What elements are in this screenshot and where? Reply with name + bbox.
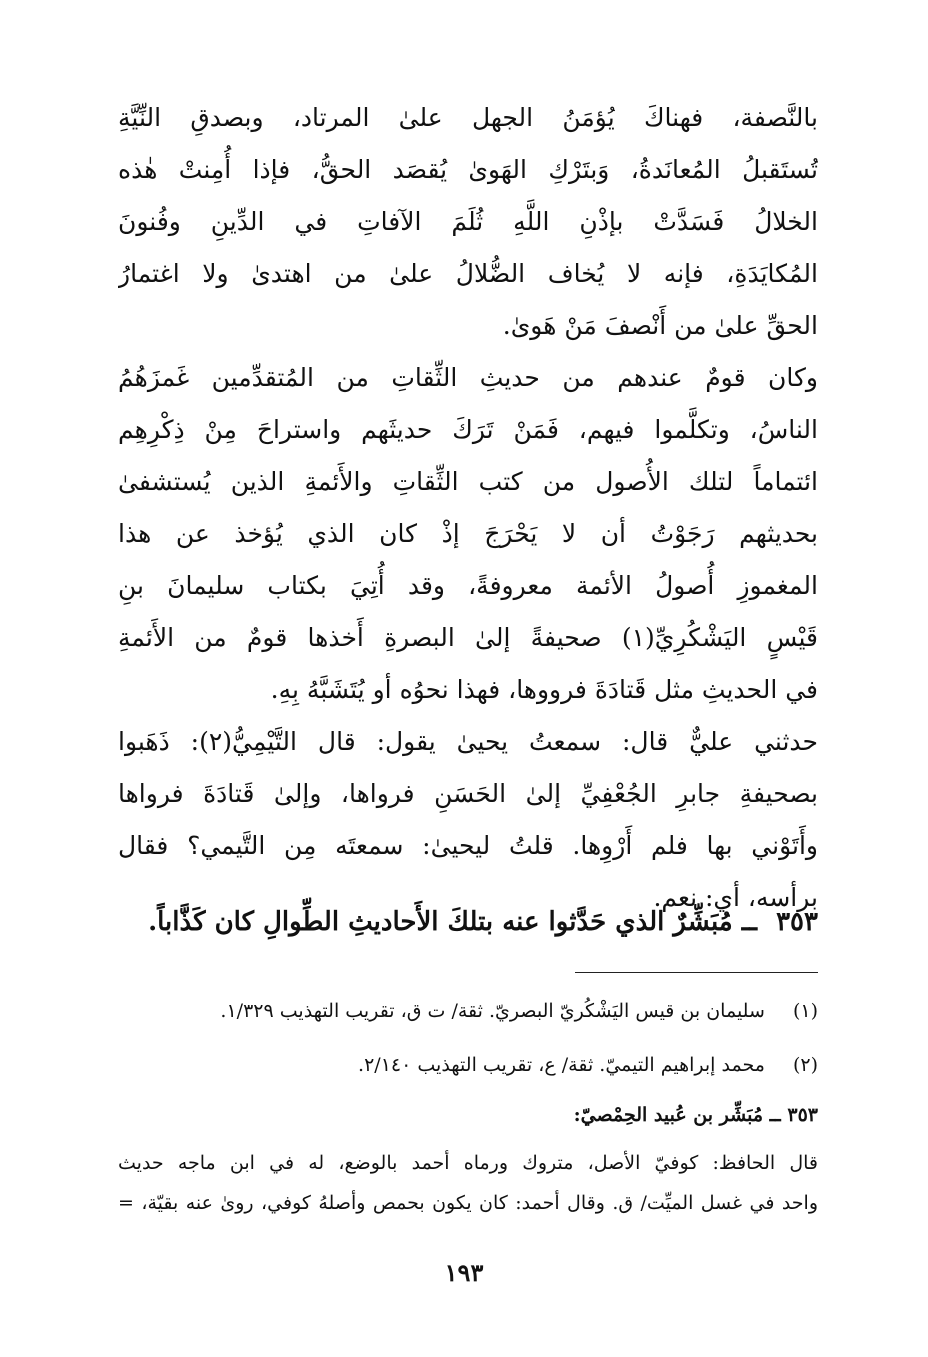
text-line: في الحديثِ مثل قَتادَةَ فرووها، فهذا نحوُه أو يُتَشَبَّهُ بِهِ. [270, 675, 818, 704]
footnote-number: (١) [792, 1000, 818, 1022]
text-line: بالنَّصفة، فهناكَ يُؤمَنُ الجهل علىٰ المرتاد، وبصدقِ النِّيَّةِ [118, 103, 818, 132]
text-line: المُكايَدَةِ، فإنه لا يُخاف الضُّلالُ علىٰ من اهتدىٰ ولا اغتمارُ [118, 259, 818, 288]
text-line: ائتماماً لتلك الأُصول من كتب الثِّقاتِ والأَئمةِ الذين يُستشفىٰ [118, 467, 818, 496]
text-line: بحديثهم رَجَوْتُ أن لا يَحْرَجَ إذْ كان الذي يُؤخذ عن هذا [118, 519, 818, 548]
text-line: الحقِّ علىٰ من أَنْصفَ مَنْ هَوىٰ. [502, 311, 818, 340]
main-text [118, 92, 818, 924]
footnote-1 [118, 996, 818, 1026]
footnote-number: (٢) [792, 1054, 818, 1076]
footnote-2 [118, 1050, 818, 1080]
footnote-entry-line: قال الحافظ: كوفيّ الأصل، متروك ورماه أحمد بالوضع، له في ابن ماجه حديث [118, 1152, 818, 1174]
text-line: الناسُ، وتكلَّموا فيهم، فَمَنْ تَرَكَ حديثَهم واستراحَ مِنْ ذِكْرِهِم [118, 415, 818, 444]
entry-text: مُبَشِّرٌ الذي حَدَّثوا عنه بتلكَ الأَحاديثِ الطِّوالِ كان كَذَّاباً. [148, 907, 733, 937]
entry-353 [118, 896, 818, 948]
footnote-text: محمد إبراهيم التيميّ. ثقة/ ع، تقريب التهذيب ٢/١٤٠. [358, 1054, 765, 1076]
text-line: المغموزِ أُصولُ الأئمة معروفةً، وقد أُتِيَ بكتاب سليمانَ بنِ [118, 571, 818, 600]
text-line: وكان قومٌ عندهم من حديثِ الثِّقاتِ من المُتقدِّمين غَمزَهُمُ [118, 363, 818, 392]
page-number: ١٩٣ [444, 1258, 484, 1287]
text-line: برأسه، أي: نعم. [653, 883, 818, 912]
footnote-entry-heading: ٣٥٣ ــ مُبَشِّر بن عُبيد الحِمْصيّ: [573, 1104, 818, 1126]
footnote-separator [575, 972, 818, 973]
footnote-text: سليمان بن قيس اليَشْكُريّ البصريّ. ثقة/ ت ق، تقريب التهذيب ١/٣٢٩. [220, 1000, 765, 1022]
text-line: وأَتَوْني بها فلم أَرْوِها. قلتُ ليحيىٰ: سمعتَه مِن التَّيمي؟ فقال [118, 831, 818, 860]
entry-number: ٣٥٣ [776, 907, 818, 937]
text-line: بصحيفةِ جابرِ الجُعْفِيِّ إلىٰ الحَسَنِ فرواها، وإلىٰ قَتادَةَ فرواها [118, 779, 818, 808]
text-line: الخلالُ فَسَدَّتْ بإذْنِ اللَّهِ ثُلَمَ الآفاتِ في الدِّينِ وفُنونَ [118, 207, 818, 236]
text-line: قَيْسٍ اليَشْكُرِيِّ(١) صحيفةً إلىٰ البصرةِ أَخذها قومٌ من الأَئمةِ [118, 623, 818, 652]
footnote-entry-line: واحد في غسل الميِّت/ ق. وقال أحمد: كان يكون بحمص وأصلهُ كوفي، روىٰ عنه بقيّة، = [118, 1192, 818, 1214]
text-line: تُستَقبلُ المُعانَدةُ، وَبتَرْكِ الهَوىٰ يُقصَد الحقُّ، فإذا أُمِنتْ هٰذه [118, 155, 818, 184]
entry-dash: ــ [741, 907, 758, 937]
text-line: حدثني عليٌّ قال: سمعتُ يحيىٰ يقول: قال التَّيْمِيُّ(٢): ذَهَبوا [118, 727, 818, 756]
